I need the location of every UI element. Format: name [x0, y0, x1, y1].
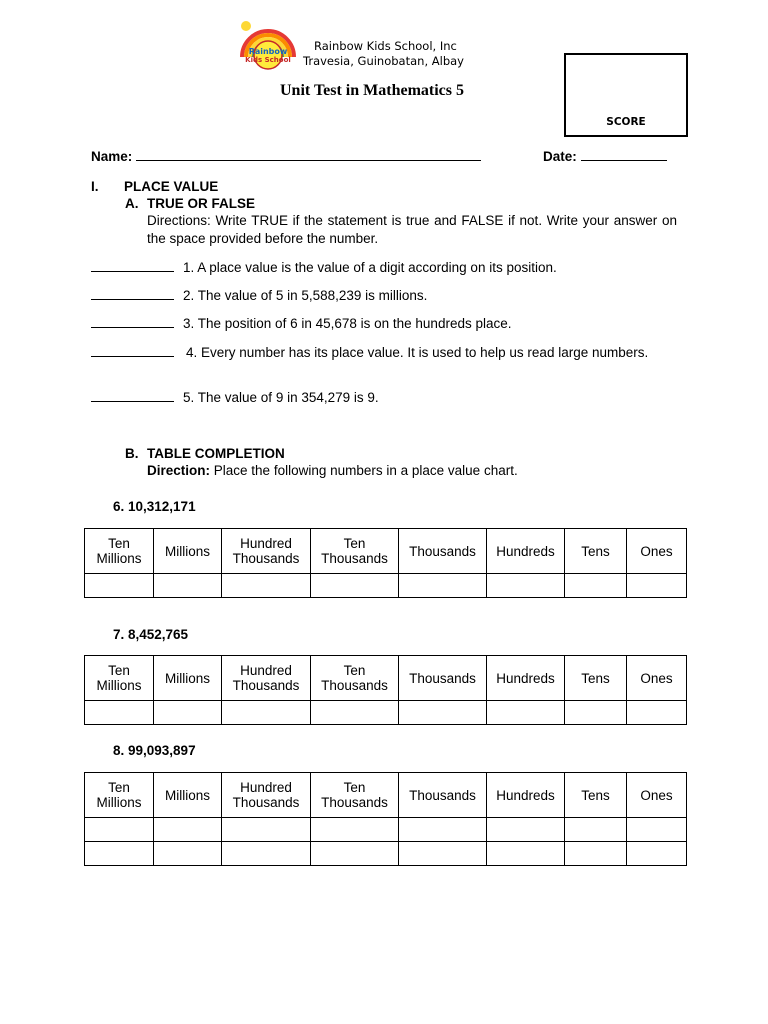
column-header-text: Thousands	[409, 787, 476, 803]
answer-row	[85, 701, 687, 725]
column-header	[311, 773, 399, 818]
answer-row	[85, 818, 687, 842]
table-question-7: 7. 8,452,765	[113, 627, 189, 642]
svg-text:Rainbow: Rainbow	[248, 47, 288, 56]
tf-item-1[interactable]	[91, 259, 681, 276]
column-header-text: Ten	[108, 663, 130, 678]
table-question-8: 8. 99,093,897	[113, 743, 196, 758]
answer-cell[interactable]	[627, 701, 687, 725]
answer-cell[interactable]	[487, 818, 565, 842]
column-header-text: Millions	[96, 678, 142, 693]
column-header-text: Thousands	[321, 795, 388, 810]
date-field[interactable]	[543, 148, 667, 164]
column-header	[487, 529, 565, 574]
column-header-text: Thousands	[232, 551, 300, 566]
part-b-letter: B.	[125, 446, 139, 461]
answer-cell[interactable]	[85, 701, 154, 725]
column-header	[154, 773, 222, 818]
answer-cell[interactable]	[311, 818, 399, 842]
answer-cell[interactable]	[85, 842, 154, 866]
answer-cell[interactable]	[222, 842, 311, 866]
answer-cell[interactable]	[627, 842, 687, 866]
direction-label: Direction:	[147, 463, 211, 478]
name-blank[interactable]	[136, 148, 481, 161]
column-header-text: Thousands	[409, 670, 476, 686]
column-header-text: Hundred	[240, 663, 292, 678]
test-title: Unit Test in Mathematics 5	[280, 82, 464, 99]
school-address: Travesia, Guinobatan, Albay	[303, 54, 464, 68]
tf-item-text: 3. The position of 6 in 45,678 is on the hundreds place.	[183, 316, 512, 331]
column-header-text: Ten	[343, 780, 366, 795]
column-header-text: Ten	[108, 780, 130, 795]
answer-blank[interactable]	[91, 344, 174, 357]
column-header-text: Ten	[108, 536, 130, 551]
answer-cell[interactable]	[399, 818, 487, 842]
tf-item-text: 4. Every number has its place value. It is used to help us read large numbers.	[186, 345, 649, 360]
column-header-text: Thousands	[232, 795, 300, 810]
score-label: SCORE	[606, 116, 646, 128]
answer-cell[interactable]	[311, 701, 399, 725]
tf-item-2[interactable]	[91, 287, 681, 304]
column-header-text: Tens	[581, 787, 610, 803]
section-number: I.	[91, 179, 99, 194]
column-header	[627, 529, 687, 574]
part-a-heading	[125, 196, 255, 211]
answer-cell[interactable]	[399, 842, 487, 866]
part-b-direction	[147, 462, 518, 480]
tf-item-text: 2. The value of 5 in 5,588,239 is millions.	[183, 288, 428, 303]
part-a-directions: Directions: Write TRUE if the statement is true and FALSE if not. Write your answer on the space provided before the number.	[147, 213, 677, 246]
tf-item-text: 5. The value of 9 in 354,279 is 9.	[183, 390, 379, 405]
column-header-text: Hundred	[240, 536, 292, 551]
school-logo	[238, 17, 298, 73]
table-header-row	[85, 529, 687, 574]
answer-cell[interactable]	[222, 818, 311, 842]
section-heading	[91, 179, 218, 194]
column-header-text: Ten	[343, 536, 366, 551]
column-header-text: Millions	[96, 795, 142, 810]
answer-blank[interactable]	[91, 315, 174, 328]
section-title: PLACE VALUE	[124, 179, 219, 194]
column-header-text: Ones	[640, 787, 673, 803]
column-header-text: Thousands	[409, 543, 476, 559]
answer-cell[interactable]	[627, 818, 687, 842]
column-header	[222, 529, 311, 574]
column-header-text: Hundred	[240, 780, 292, 795]
answer-blank[interactable]	[91, 287, 174, 300]
column-header	[154, 529, 222, 574]
place-value-table-8	[84, 772, 687, 866]
tf-item-text: 1. A place value is the value of a digit according on its position.	[183, 260, 557, 275]
column-header	[565, 773, 627, 818]
answer-blank[interactable]	[91, 259, 174, 272]
column-header-text: Hundreds	[496, 670, 555, 686]
place-value-table-7	[84, 655, 687, 725]
column-header-text: Ones	[640, 543, 673, 559]
column-header-text: Thousands	[321, 678, 388, 693]
column-header-text: Tens	[581, 670, 610, 686]
column-header-text: Thousands	[321, 551, 388, 566]
tf-item-4[interactable]	[91, 344, 677, 361]
column-header	[565, 529, 627, 574]
answer-cell[interactable]	[85, 818, 154, 842]
column-header	[487, 656, 565, 701]
column-header-text: Ones	[640, 670, 673, 686]
answer-cell[interactable]	[399, 701, 487, 725]
part-a-letter: A.	[125, 196, 139, 211]
column-header-text: Thousands	[232, 678, 300, 693]
answer-cell[interactable]	[487, 574, 565, 598]
answer-cell[interactable]	[222, 701, 311, 725]
column-header-text: Ten	[343, 663, 366, 678]
column-header	[627, 773, 687, 818]
column-header-text: Hundreds	[496, 543, 555, 559]
column-header	[85, 529, 154, 574]
column-header	[399, 656, 487, 701]
date-label: Date:	[543, 149, 577, 164]
table-question-6: 6. 10,312,171	[113, 499, 196, 514]
column-header	[487, 773, 565, 818]
answer-cell[interactable]	[399, 574, 487, 598]
date-blank[interactable]	[581, 148, 667, 161]
answer-cell[interactable]	[487, 842, 565, 866]
part-b-title: TABLE COMPLETION	[147, 446, 285, 461]
column-header-text: Tens	[581, 543, 610, 559]
part-a-title: TRUE OR FALSE	[147, 196, 256, 211]
column-header	[85, 773, 154, 818]
answer-cell[interactable]	[565, 701, 627, 725]
part-b-heading	[125, 446, 285, 461]
column-header-text: Millions	[164, 787, 210, 803]
column-header-text: Millions	[164, 670, 210, 686]
answer-cell[interactable]	[565, 842, 627, 866]
answer-cell[interactable]	[311, 842, 399, 866]
column-header	[565, 656, 627, 701]
column-header	[222, 773, 311, 818]
answer-cell[interactable]	[565, 574, 627, 598]
name-label: Name:	[91, 149, 133, 164]
column-header	[311, 529, 399, 574]
column-header	[311, 656, 399, 701]
column-header	[222, 656, 311, 701]
answer-cell[interactable]	[487, 701, 565, 725]
score-box[interactable]	[564, 53, 688, 137]
column-header	[85, 656, 154, 701]
column-header	[399, 529, 487, 574]
answer-cell[interactable]	[222, 574, 311, 598]
tf-item-5[interactable]	[91, 389, 681, 406]
school-name: Rainbow Kids School, Inc	[314, 39, 457, 53]
svg-text:Kids School: Kids School	[245, 56, 291, 64]
table-header-row	[85, 656, 687, 701]
answer-cell[interactable]	[154, 842, 222, 866]
table-header-row	[85, 773, 687, 818]
tf-item-3[interactable]	[91, 315, 681, 332]
answer-cell[interactable]	[311, 574, 399, 598]
column-header	[627, 656, 687, 701]
answer-row	[85, 574, 687, 598]
answer-cell[interactable]	[154, 818, 222, 842]
column-header	[399, 773, 487, 818]
answer-row	[85, 842, 687, 866]
column-header-text: Hundreds	[496, 787, 555, 803]
column-header-text: Millions	[164, 543, 210, 559]
answer-cell[interactable]	[154, 701, 222, 725]
answer-cell[interactable]	[627, 574, 687, 598]
answer-cell[interactable]	[85, 574, 154, 598]
answer-blank[interactable]	[91, 389, 174, 402]
place-value-table-6	[84, 528, 687, 598]
direction-text: Place the following numbers in a place value chart.	[213, 463, 518, 478]
answer-cell[interactable]	[154, 574, 222, 598]
column-header	[154, 656, 222, 701]
name-field[interactable]	[91, 148, 481, 164]
column-header-text: Millions	[96, 551, 142, 566]
answer-cell[interactable]	[565, 818, 627, 842]
